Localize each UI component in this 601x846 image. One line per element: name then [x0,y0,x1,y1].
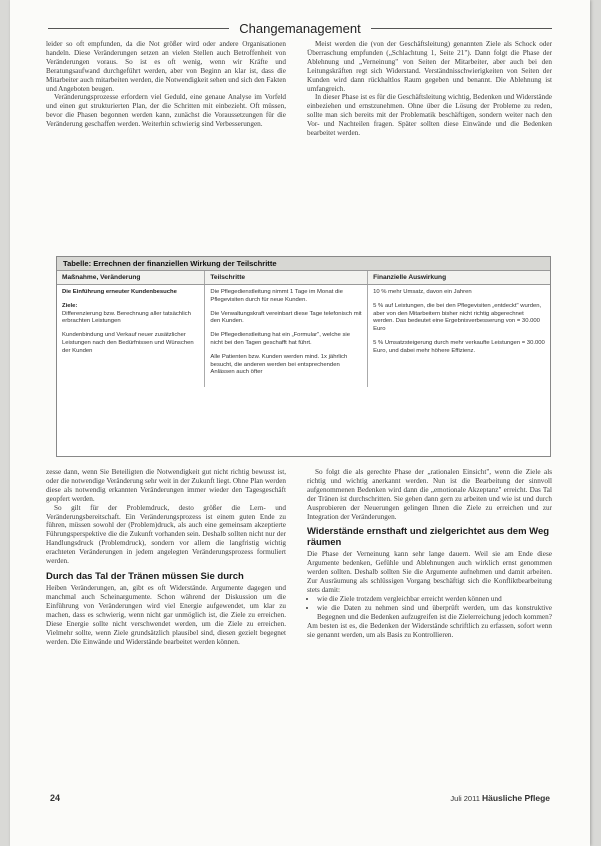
paragraph: leider so oft empfunden, da die Not größer wird oder andere Organisationen handeln. Diese Veränderungen setzen an vielen Stellen auch Betroffenheit von Veränderungen voraus. So ist es oft wenig, wenn wir Kräfte und Beratungsaufwand durchgeführt werden, aber von Beginn an klar ist, dass die Mitarbeiter auch mitarbeiten werden, die Notwendigkeit sehen und sich den Fakten und Angeboten beugen. [46,40,286,93]
calculation-table-box [56,256,551,457]
paragraph: Am besten ist es, die Bedenken der Widerstände schriftlich zu erfassen, sofort wenn sie genannt werden, um als Basis zu Kontrollieren. [307,621,552,639]
issue-date: Juli 2011 [450,794,480,803]
goals-label: Ziele: [62,302,78,309]
page-number: 24 [50,793,61,803]
measure-extra: Kundenbindung und Verkauf neuer zusätzlicher Leistungen nach den Bedürfnissen und Wünschen der Kunden [62,332,194,354]
paragraph: So gilt für der Problemdruck, desto größer die Lern- und Veränderungsbereitschaft. Ein Veränderungsprozess ist einem guten Ende zu führen, müssen sowohl der (Problem)druck, als auch eine gemeinsam akzeptierte Führungsperspektive die die Zukunft vorhanden sein. Deshalb sollten nicht nur der Handlungsdruck (Problemdruck), sondern vor allem die langfristig wichtig erachteten Veränderungen in jedem angelegten Veränderungsprozess formuliert werden. [46,503,286,566]
table-header-row [57,271,550,285]
bottom-left-column [46,468,286,647]
running-header [10,20,590,38]
paragraph: In dieser Phase ist es für die Geschäftsleitung wichtig, Bedenken und Widerstände einbeziehen und ernstzunehmen. Ohne über die Lösung der Probleme zu reden, sollte man sich bereits mit der Problematik beschäftigen, sondern weiter nach den Vor- und Nachteilen fragen. Später sollten diese Einwände und die Bedenken bearbeitet werden. [307,93,552,138]
subheading: Durch das Tal der Tränen müssen Sie durch [46,570,244,582]
list-item: • wie die Daten zu nehmen sind und überprüft werden, um das konstruktive Begegnen und die Bedenken aufzugreifen ist die Zielerreichung jedoch kommen? [317,604,552,622]
paragraph: Die Phase der Verneinung kann sehr lange dauern. Weil sie am Ende diese Argumente bedenken, Gefühle und Ablehnungen auch wirklich ernst genommen werden sollten. Deshalb sollten Sie die Argumente aufnehmen und damit arbeiten. Zur Ausräumung als schlüssigen Vorgang beschäftigt sich die Konfliktbearbeitung stets damit: [307,550,552,595]
footer-issue [450,793,550,803]
column-header: Maßnahme, Veränderung [57,271,205,285]
paragraph: So folgt die als gerechte Phase der „rationalen Einsicht", wenn die Ziele als richtig und wichtig anerkannt werden. Nun ist die Bearbeitung der sinnvoll aufgenommenen Bedenken wird dann die „emotionale Akzeptanz" erreicht. Das Tal der Tränen ist durchschritten. Sie gehen dann gern zu arbeiten und wie ist und durch Ausprobieren der Neuerungen gelingen Ihnen die Ziele zu erreichen und zur Integration der Veränderungen. [307,468,552,521]
magazine-page [10,0,590,846]
top-right-column [307,40,552,138]
goals-text: Differenzierung bzw. Berechnung aller tatsächlich erbrachten Leistungen [62,310,191,325]
step-item: Die Pflegedienstleitung hat ein „Formular", welche sie nicht bei den Tagen geschafft hat führt. [210,332,350,346]
measure-cell [57,285,205,388]
step-item: Die Pflegedienstleitung nimmt 1 Tage im Monat die Pflegevisiten durch für neue Kunden. [210,289,343,303]
table-row [57,285,550,388]
paragraph: zesse dann, wenn Sie Beteiligten die Notwendigkeit gut nicht richtig bewusst ist, oder die notwendige Veränderung sehr weit in der Zukunft liegt. Ohne Plan werden diese als notwendig erkannten Veränderungen immer wieder den Tagesgeschäft geopfert werden. [46,468,286,503]
magazine-name: Häusliche Pflege [481,793,550,803]
step-item: Die Verwaltungskraft vereinbart diese Tage telefonisch mit den Kunden. [210,310,362,325]
subheading: Widerstände ernsthaft und zielgerichtet aus dem Weg räumen [307,526,550,548]
table-title: Tabelle: Errechnen der finanziellen Wirkung der Teilschritte [57,257,550,271]
section-title: Changemanagement [229,21,370,36]
steps-cell [205,285,368,388]
bottom-right-column [307,468,552,640]
paragraph: Heiben Veränderungen, an, gibt es oft Widerstände. Argumente dagegen und manchmal auch Scheinargumente. Schon während der Diskussion um die Einführung von Veränderungen wird viel Energie aufgewendet, um klar zu machen, dass es schwierig, wenn nicht gar unmöglich ist, die Ziele zu erreichen. Diese Energie sollte nicht verschwendet werden, um die Ziele zu erreichen. Vielmehr sollte, wenn Ziele grundsätzlich plausibel sind, diesen gezielt begegnet werden. Die Einwände und Widerstände bearbeitet werden können. [46,584,286,646]
column-header: Finanzielle Auswirkung [368,271,550,285]
top-left-column [46,40,286,129]
impact-cell [368,285,550,388]
impact-item: 5 % auf Leistungen, die bei den Pflegevisiten „entdeckt" wurden, aber von den Mitarbeitern bisher nicht richtig abgerechnet werden. Das bedeutet eine Ergebnisverbesserung von = 30.000 Euro [373,302,542,333]
column-header: Teilschritte [205,271,368,285]
impact-item: 5 % Umsatzsteigerung durch mehr verkaufte Leistungen = 30.000 Euro, und dabei mehr höhere Effizienz. [373,339,545,354]
calculation-table [57,271,550,387]
impact-item: 10 % mehr Umsatz, davon ein Jahren [373,289,472,295]
measure-title: Die Einführung erneuter Kundenbesuche [62,289,177,295]
list-item: • wie die Ziele trotzdem vergleichbar erreicht werden können und [317,595,552,604]
step-item: Alle Patienten bzw. Kunden werden mind. 1x jährlich besucht, die anderen werden bei entsprechenden Anlässen auch öfter [210,353,348,376]
paragraph: Meist werden die (von der Geschäftsleitung) genannten Ziele als Schock oder Überraschung empfunden („Schlachtung 1, Seite 21"). Dann folgt die Phase der Ablehnung und „Verneinung" von Seiten der Mitarbeiter, aber auch bei den Leitungskräften regt sich Widerstand. Verständnisschwierigkeiten von Seiten der Kunden wird dann rückhaltlos Raum gegeben und benannt. Die Ablehnung ist umfangreich. [307,40,552,93]
paragraph: Veränderungsprozesse erfordern viel Geduld, eine genaue Analyse im Vorfeld und einen gut strukturierten Plan, der die Schritten mit einbezieht. Oft müssen, bevor die Phasen begonnen werden kann, zunächst die Voraussetzungen für die Veränderung geschaffen werden. Weiterhin schwierig sind Verbesserungen. [46,93,286,129]
bullet-list [307,595,552,622]
